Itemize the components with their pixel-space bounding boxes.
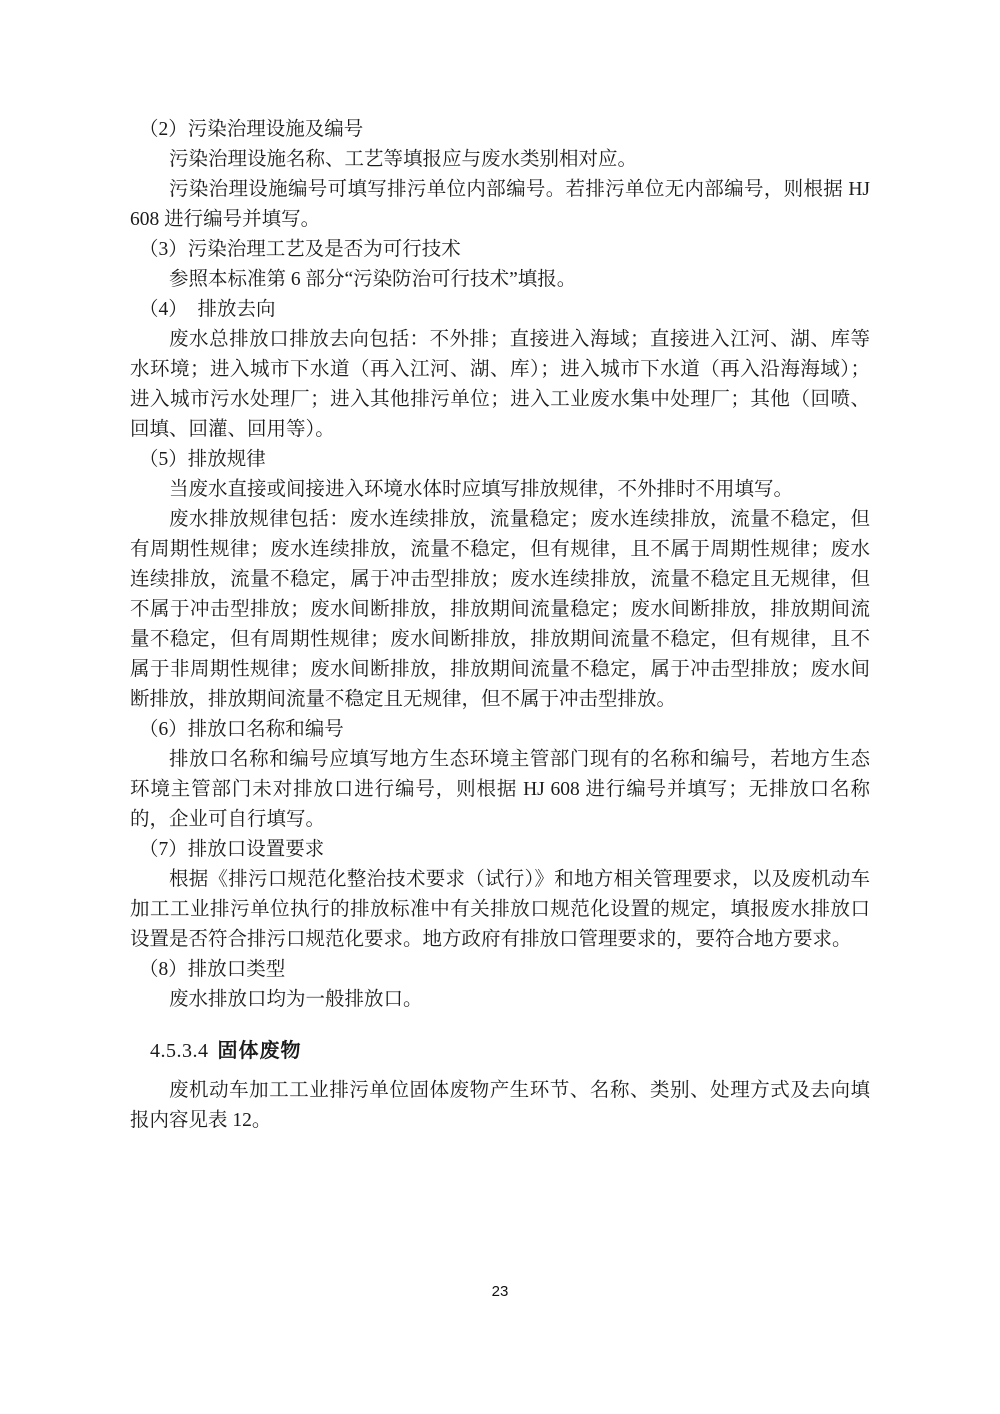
paragraph: 废水总排放口排放去向包括：不外排；直接进入海域；直接进入江河、湖、库等水环境；进入城市下水道（再入江河、湖、库）；进入城市下水道（再入沿海海域）；进入城市污水处理厂；进入其他排污单位；进入工业废水集中处理厂；其他（回喷、回填、回灌、回用等）。: [130, 329, 870, 440]
section-number: 4.5.3.4: [150, 1040, 209, 1062]
paragraph: 废水排放口均为一般排放口。: [169, 989, 423, 1010]
list-item-header: （5）排放规律: [139, 449, 266, 470]
list-item-header: （6）排放口名称和编号: [139, 719, 344, 740]
list-item-header: （4） 排放去向: [139, 299, 276, 320]
section-heading: [130, 1036, 870, 1066]
list-item-header: （3）污染治理工艺及是否为可行技术: [139, 239, 461, 260]
paragraph: 废水排放规律包括：废水连续排放，流量稳定；废水连续排放，流量不稳定，但有周期性规律；废水连续排放，流量不稳定，但有规律，且不属于周期性规律；废水连续排放，流量不稳定，属于冲击型排放；废水连续排放，流量不稳定且无规律，但不属于冲击型排放；废水间断排放，排放期间流量稳定；废水间断排放，排放期间流量不稳定，但有周期性规律；废水间断排放，排放期间流量不稳定，但有规律，且不属于非周期性规律；废水间断排放，排放期间流量不稳定，属于冲击型排放；废水间断排放，排放期间流量不稳定且无规律，但不属于冲击型排放。: [130, 509, 870, 710]
paragraph: 排放口名称和编号应填写地方生态环境主管部门现有的名称和编号，若地方生态环境主管部门未对排放口进行编号，则根据 HJ 608 进行编号并填写；无排放口名称的，企业可自行填写。: [130, 749, 870, 830]
list-item-header: （7）排放口设置要求: [139, 839, 325, 860]
paragraph: 污染治理设施名称、工艺等填报应与废水类别相对应。: [169, 149, 638, 170]
document-body: [130, 115, 870, 1136]
list-item-header: （2）污染治理设施及编号: [139, 119, 364, 140]
paragraph: 根据《排污口规范化整治技术要求（试行）》和地方相关管理要求，以及废机动车加工工业排污单位执行的排放标准中有关排放口规范化设置的规定，填报废水排放口设置是否符合排污口规范化要求。地方政府有排放口管理要求的，要符合地方要求。: [130, 869, 870, 950]
section-title: 固体废物: [217, 1040, 302, 1062]
paragraph: 参照本标准第 6 部分“污染防治可行技术”填报。: [169, 269, 577, 290]
paragraph: 当废水直接或间接进入环境水体时应填写排放规律，不外排时不用填写。: [169, 479, 794, 500]
list-item-header: （8）排放口类型: [139, 959, 286, 980]
paragraph: 污染治理设施编号可填写排污单位内部编号。若排污单位无内部编号，则根据 HJ 608 进行编号并填写。: [130, 179, 870, 230]
paragraph: 废机动车加工工业排污单位固体废物产生环节、名称、类别、处理方式及去向填报内容见表 12。: [130, 1080, 870, 1131]
page-number: 23: [491, 1283, 509, 1300]
